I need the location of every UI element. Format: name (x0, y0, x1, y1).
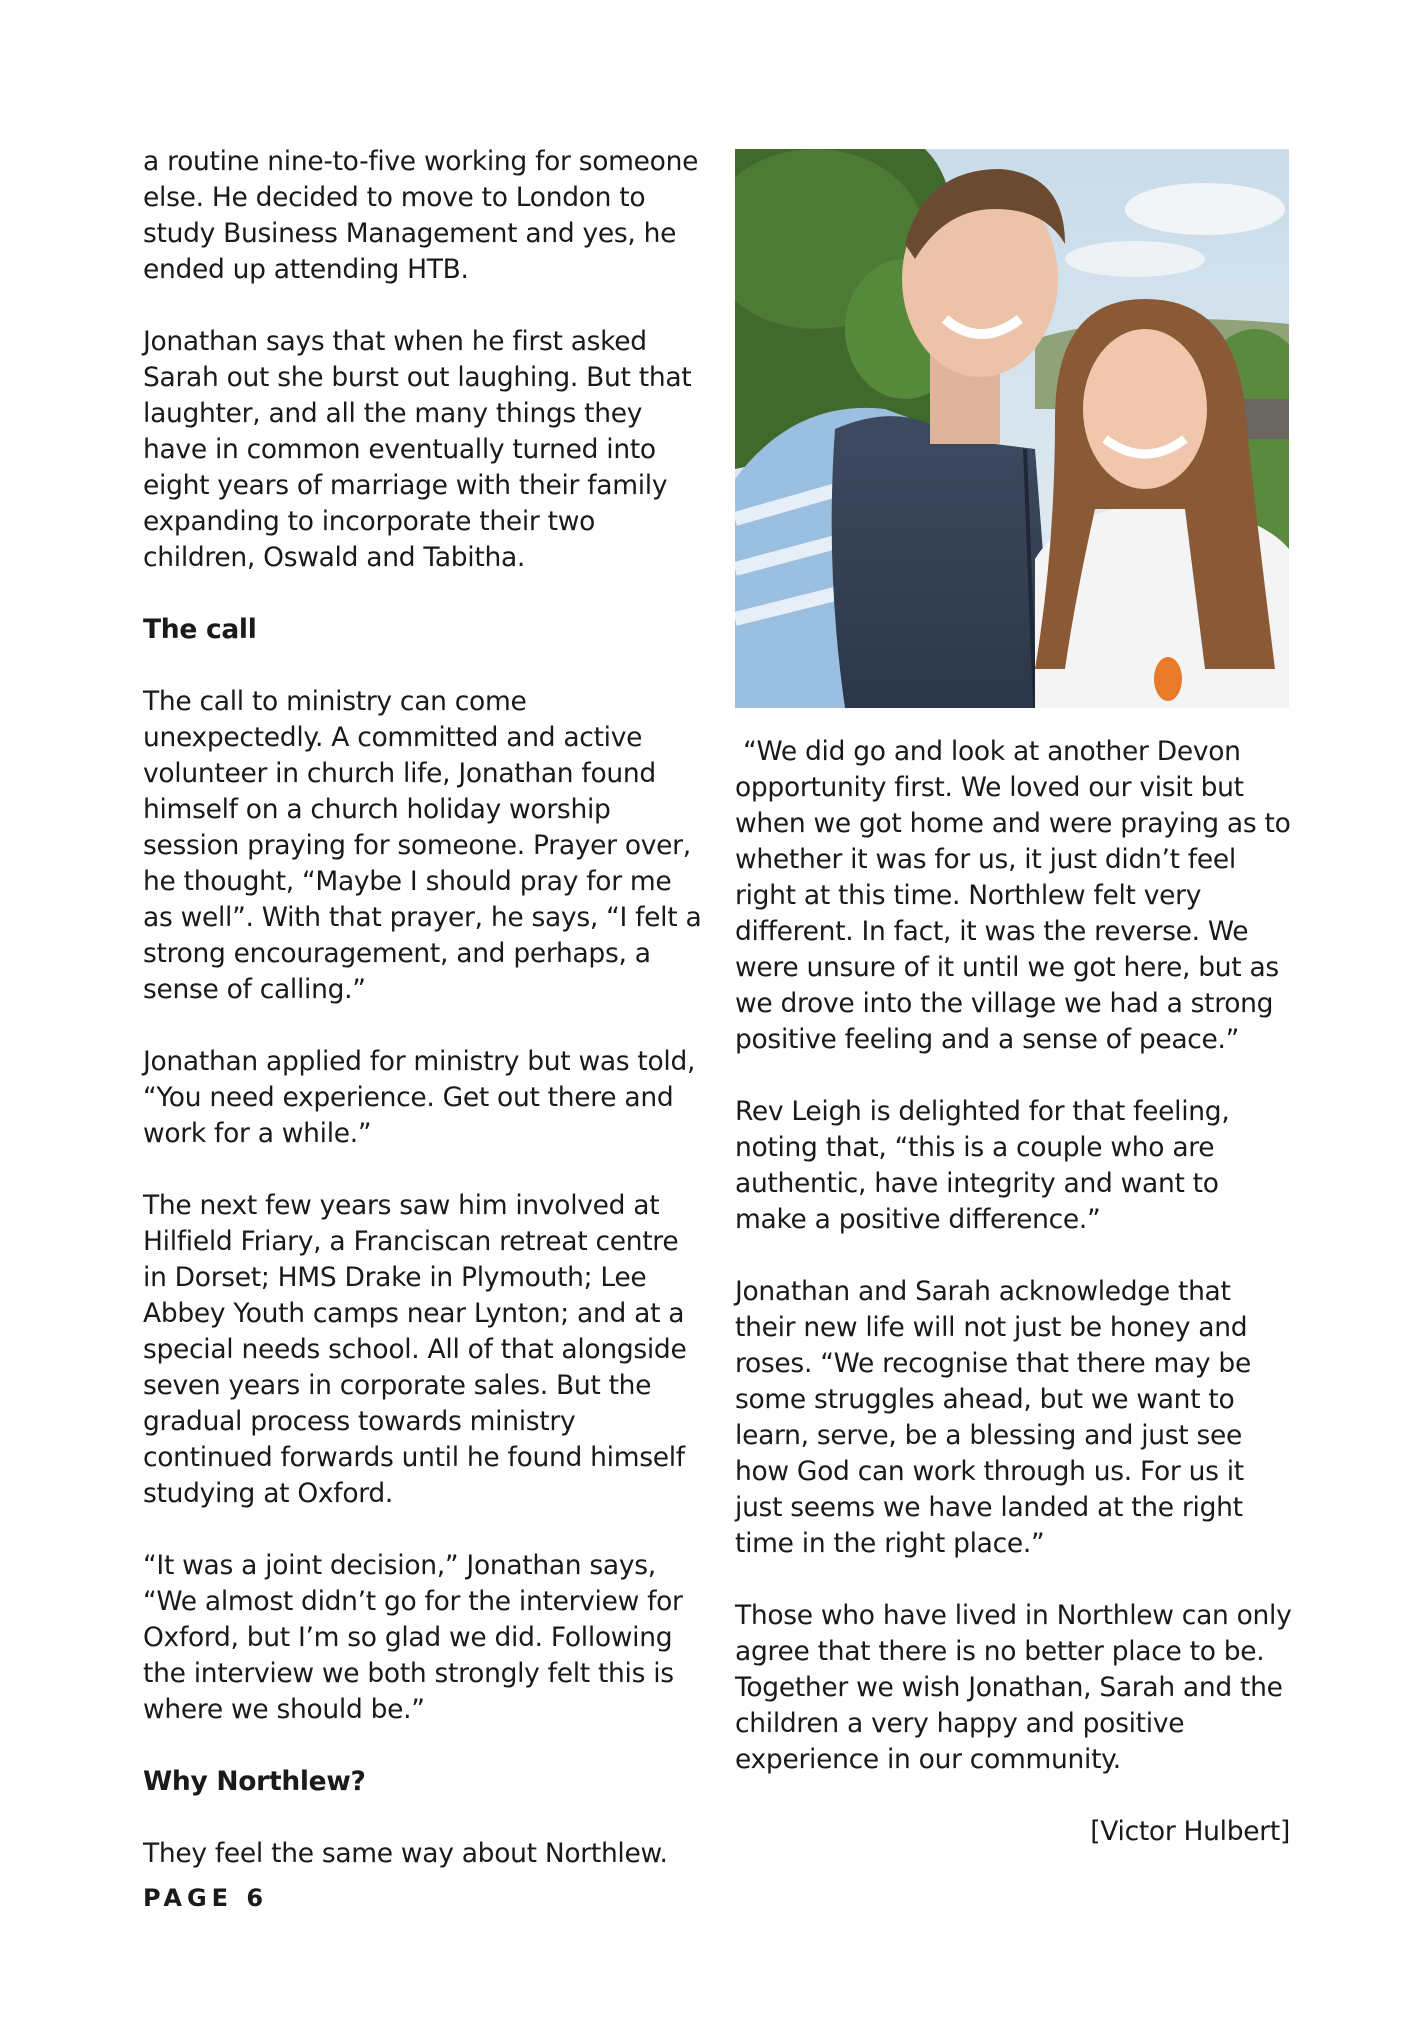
author-byline: [Victor Hulbert] (1090, 1816, 1290, 1847)
paragraph: Jonathan says that when he first asked Sarah out she burst out laughing. But that laughter, and all the many things they have in common eventually turned into eight years of marriage with their family expanding to incorporate their two children, Oswald and Tabitha. (143, 326, 692, 573)
left-column (143, 144, 703, 1872)
paragraph: Those who have lived in Northlew can only agree that there is no better place to be. Together we wish Jonathan, Sarah and the children a very happy and positive experience in our community. (735, 1600, 1292, 1775)
paragraph: The call to ministry can come unexpectedly. A committed and active volunteer in church life, Jonathan found himself on a church holiday worship session praying for someone. Prayer over, he thought, “Maybe I should pray for me as well”. With that prayer, he says, “I felt a strong encouragement, and perhaps, a sense of calling.” (143, 686, 702, 1005)
paragraph: The next few years saw him involved at Hilfield Friary, a Franciscan retreat centre in Dorset; HMS Drake in Plymouth; Lee Abbey Youth camps near Lynton; and at a special needs school. All of that alongside seven years in corporate sales. But the gradual process towards ministry continued forwards until he found himself studying at Oxford. (143, 1190, 687, 1509)
paragraph: Rev Leigh is delighted for that feeling, noting that, “this is a couple who are authentic, have integrity and want to make a positive difference.” (735, 1096, 1230, 1235)
paragraph: They feel the same way about Northlew. (143, 1838, 668, 1869)
paragraph: Jonathan applied for ministry but was told, “You need experience. Get out there and work for a while.” (143, 1046, 696, 1149)
section-heading-why-northlew: Why Northlew? (143, 1766, 366, 1797)
paragraph: “We did go and look at another Devon opportunity first. We loved our visit but when we got home and were praying as to whether it was for us, it just didn’t feel right at this time. Northlew felt very different. In fact, it was the reverse. We were unsure of it until we got here, but as we drove into the village we had a strong positive feeling and a sense of peace.” (735, 736, 1299, 1055)
paragraph: Jonathan and Sarah acknowledge that their new life will not just be honey and roses. “We recognise that there may be some struggles ahead, but we want to learn, serve, be a blessing and just see how God can work through us. For us it just seems we have landed at the right time in the right place.” (735, 1276, 1251, 1559)
paragraph: “It was a joint decision,” Jonathan says, “We almost didn’t go for the interview for Oxford, but I’m so glad we did. Following the interview we both strongly felt this is where we should be.” (143, 1550, 683, 1725)
paragraph: a routine nine-to-five working for someone else. He decided to move to London to study Business Management and yes, he ended up attending HTB. (143, 146, 699, 285)
page-number: PAGE 6 (143, 1884, 269, 1912)
couple-photo (735, 149, 1289, 708)
section-heading-the-call: The call (143, 614, 257, 645)
right-column (735, 734, 1299, 1886)
